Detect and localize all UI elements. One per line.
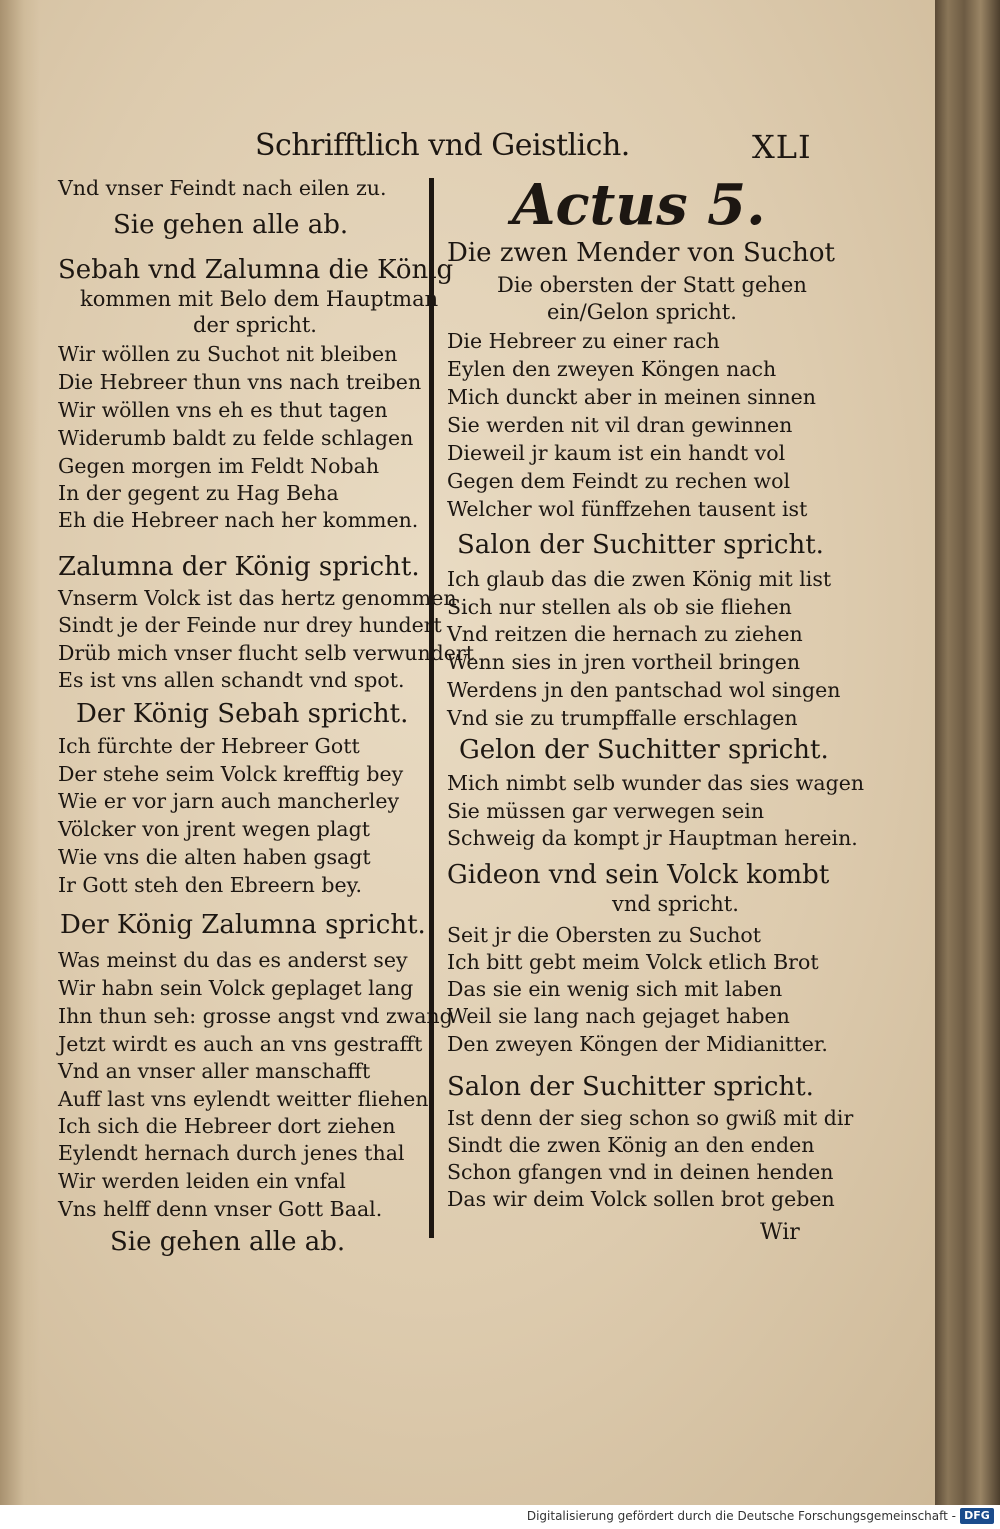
- right-verse-line: Die Hebreer zu einer rach: [447, 329, 720, 353]
- right-verse-line: Dieweil jr kaum ist ein handt vol: [447, 441, 786, 465]
- left-verse-line: Vnserm Volck ist das hertz genommen: [58, 586, 457, 610]
- catchword: Wir: [760, 1220, 800, 1245]
- left-verse-line: Wie vns die alten haben gsagt: [58, 845, 371, 869]
- right-verse-line: Welcher wol fünffzehen tausent ist: [447, 497, 808, 521]
- right-verse-line: Das sie ein wenig sich mit laben: [447, 977, 783, 1001]
- left-scene-heading: Sebah vnd Zalumna die König: [58, 255, 454, 285]
- footer-credit: Digitalisierung gefördert durch die Deutsche Forschungsgemeinschaft -: [526, 1509, 956, 1523]
- left-verse-line: Jetzt wirdt es auch an vns gestrafft: [58, 1032, 423, 1056]
- running-header: Schrifftlich vnd Geistlich.: [255, 128, 630, 163]
- right-verse-line: Gegen dem Feindt zu rechen wol: [447, 469, 790, 493]
- right-verse-line: Vnd sie zu trumpffalle erschlagen: [447, 706, 798, 730]
- left-verse-line: Eylendt hernach durch jenes thal: [58, 1141, 405, 1165]
- right-verse-line: Ich glaub das die zwen König mit list: [447, 567, 832, 591]
- left-verse-line: Was meinst du das es anderst sey: [58, 948, 408, 972]
- right-verse-line: Vnd reitzen die hernach zu ziehen: [447, 622, 803, 646]
- left-verse-line: Völcker von jrent wegen plagt: [58, 817, 370, 841]
- left-verse-line: Wir wöllen vns eh es thut tagen: [58, 398, 388, 422]
- right-verse-line: Ist denn der sieg schon so gwiß mit dir: [447, 1106, 854, 1130]
- dfg-logo: DFG: [960, 1508, 994, 1524]
- right-verse-line: Eylen den zweyen Köngen nach: [447, 357, 777, 381]
- column-divider: [429, 178, 434, 1238]
- left-verse-line: Wir wöllen zu Suchot nit bleiben: [58, 342, 398, 366]
- left-verse-line: Sindt je der Feinde nur drey hundert: [58, 613, 442, 637]
- left-verse-line: In der gegent zu Hag Beha: [58, 481, 339, 505]
- left-verse-line: Eh die Hebreer nach her kommen.: [58, 508, 419, 532]
- left-verse-line: Der stehe seim Volck krefftig bey: [58, 762, 404, 786]
- right-stage-direction: ein/Gelon spricht.: [547, 300, 737, 324]
- right-verse-line: Mich nimbt selb wunder das sies wagen: [447, 771, 865, 795]
- right-verse-line: Wenn sies in jren vortheil bringen: [447, 650, 801, 674]
- left-scene-heading: Zalumna der König spricht.: [58, 552, 420, 582]
- right-stage-direction: vnd spricht.: [612, 892, 739, 916]
- left-verse-line: Wie er vor jarn auch mancherley: [58, 789, 400, 813]
- right-scene-heading: Gelon der Suchitter spricht.: [459, 735, 829, 765]
- folio-number: XLI: [752, 128, 812, 166]
- left-scene-heading: Sie gehen alle ab.: [110, 1227, 346, 1257]
- right-scene-heading: Salon der Suchitter spricht.: [457, 530, 824, 560]
- left-verse-line: Ich sich die Hebreer dort ziehen: [58, 1114, 396, 1138]
- left-stage-direction: kommen mit Belo dem Hauptman: [80, 287, 439, 311]
- page-gutter: [0, 0, 40, 1505]
- left-stage-direction: der spricht.: [193, 313, 317, 337]
- right-verse-line: Schweig da kompt jr Hauptman herein.: [447, 826, 858, 850]
- left-verse-line: Die Hebreer thun vns nach treiben: [58, 370, 422, 394]
- left-verse-line: Wir werden leiden ein vnfal: [58, 1169, 346, 1193]
- left-verse-line: Vnd an vnser aller manschafft: [58, 1059, 371, 1083]
- right-verse-line: Mich dunckt aber in meinen sinnen: [447, 385, 816, 409]
- right-verse-line: Werdens jn den pantschad wol singen: [447, 678, 841, 702]
- left-verse-line: Ich fürchte der Hebreer Gott: [58, 734, 360, 758]
- left-verse-line: Vnd vnser Feindt nach eilen zu.: [58, 176, 387, 200]
- book-edge: [935, 0, 1000, 1505]
- right-verse-line: Seit jr die Obersten zu Suchot: [447, 923, 761, 947]
- right-verse-line: Sich nur stellen als ob sie fliehen: [447, 595, 792, 619]
- left-verse-line: Drüb mich vnser flucht selb verwundert: [58, 641, 474, 665]
- right-verse-line: Den zweyen Köngen der Midianitter.: [447, 1032, 828, 1056]
- right-scene-heading: Salon der Suchitter spricht.: [447, 1072, 814, 1102]
- left-scene-heading: Der König Sebah spricht.: [76, 699, 409, 729]
- left-verse-line: Ir Gott steh den Ebreern bey.: [58, 873, 363, 897]
- right-act-title: Actus 5.: [512, 172, 766, 238]
- right-verse-line: Sie werden nit vil dran gewinnen: [447, 413, 793, 437]
- right-verse-line: Das wir deim Volck sollen brot geben: [447, 1187, 835, 1211]
- left-verse-line: Ihn thun seh: grosse angst vnd zwang: [58, 1004, 453, 1028]
- left-scene-heading: Sie gehen alle ab.: [113, 210, 349, 240]
- left-verse-line: Auff last vns eylendt weitter fliehen: [58, 1087, 429, 1111]
- left-verse-line: Es ist vns allen schandt vnd spot.: [58, 668, 405, 692]
- right-scene-heading: Gideon vnd sein Volck kombt: [447, 860, 830, 890]
- right-verse-line: Ich bitt gebt meim Volck etlich Brot: [447, 950, 819, 974]
- right-verse-line: Sie müssen gar verwegen sein: [447, 799, 765, 823]
- left-verse-line: Vns helff denn vnser Gott Baal.: [58, 1197, 383, 1221]
- right-scene-heading: Die zwen Mender von Suchot: [447, 238, 835, 268]
- right-verse-line: Schon gfangen vnd in deinen henden: [447, 1160, 834, 1184]
- right-verse-line: Sindt die zwen König an den enden: [447, 1133, 815, 1157]
- left-verse-line: Gegen morgen im Feldt Nobah: [58, 454, 380, 478]
- left-verse-line: Wir habn sein Volck geplaget lang: [58, 976, 414, 1000]
- right-verse-line: Weil sie lang nach gejaget haben: [447, 1004, 790, 1028]
- right-stage-direction: Die obersten der Statt gehen: [497, 273, 807, 297]
- left-scene-heading: Der König Zalumna spricht.: [60, 910, 426, 940]
- left-verse-line: Widerumb baldt zu felde schlagen: [58, 426, 414, 450]
